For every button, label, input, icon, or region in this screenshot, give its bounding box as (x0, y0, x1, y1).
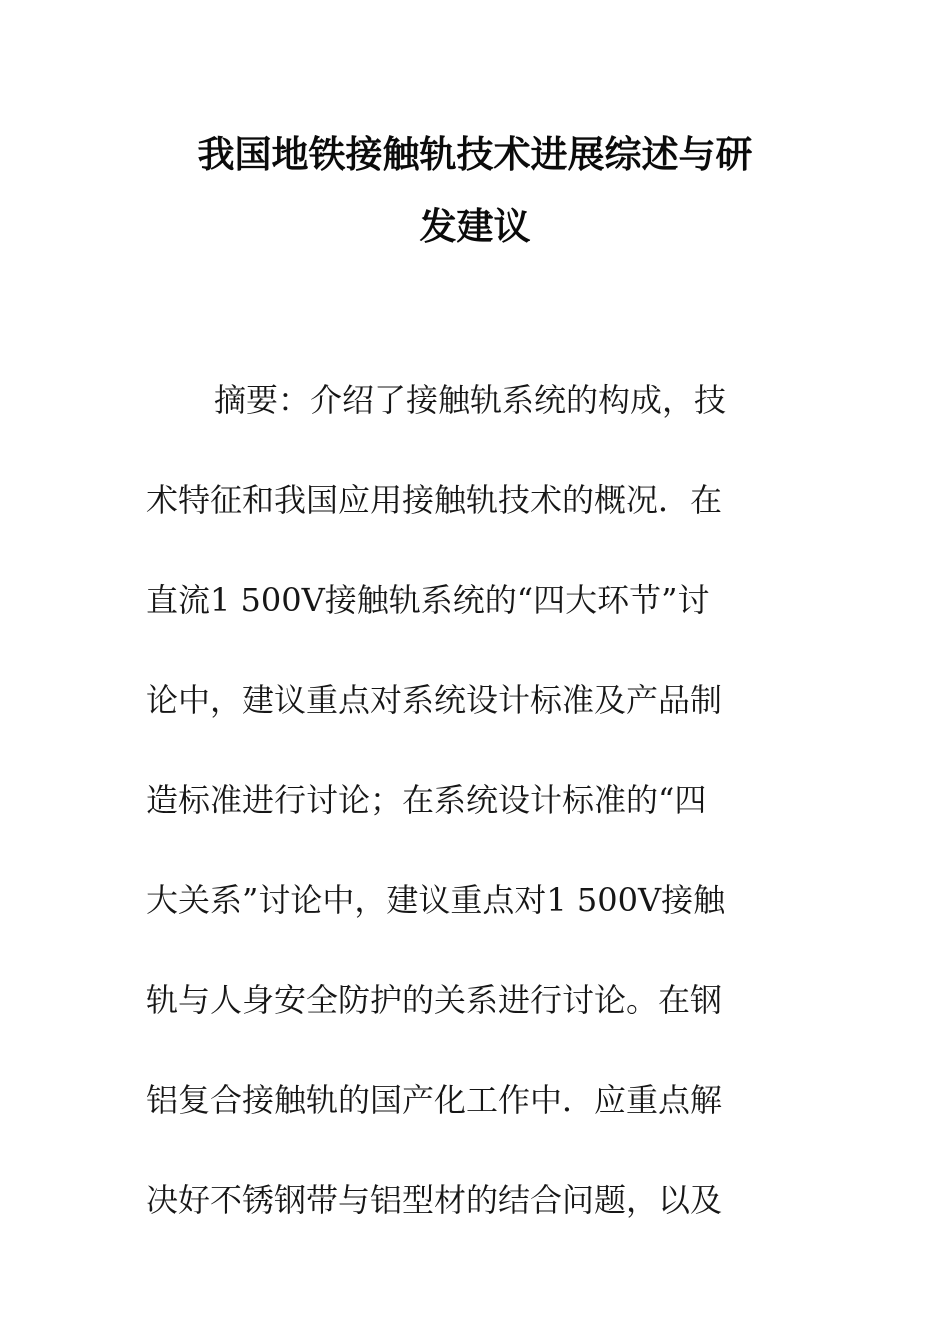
abstract-line-7: 轨与人身安全防护的关系进行讨论。在钢 (146, 981, 723, 1019)
abstract-line-1: 摘要：介绍了接触轨系统的构成，技 (214, 381, 727, 419)
document-title-line-2: 发建议 (419, 205, 531, 248)
abstract-line-3: 直流1 500V接触轨系统的“四大环节”讨 (146, 581, 710, 619)
abstract-line-9: 决好不锈钢带与铝型材的结合问题，以及 (146, 1181, 723, 1219)
abstract-line-6: 大关系”讨论中，建议重点对1 500V接触 (146, 881, 726, 919)
document-title-line-1: 我国地铁接触轨技术进展综述与研 (197, 133, 753, 176)
abstract-line-2: 术特征和我国应用接触轨技术的概况．在 (146, 481, 723, 519)
abstract-line-4: 论中，建议重点对系统设计标准及产品制 (146, 681, 723, 719)
abstract-line-8: 铝复合接触轨的国产化工作中．应重点解 (146, 1081, 723, 1119)
abstract-line-5: 造标准进行讨论；在系统设计标准的“四 (146, 781, 707, 819)
